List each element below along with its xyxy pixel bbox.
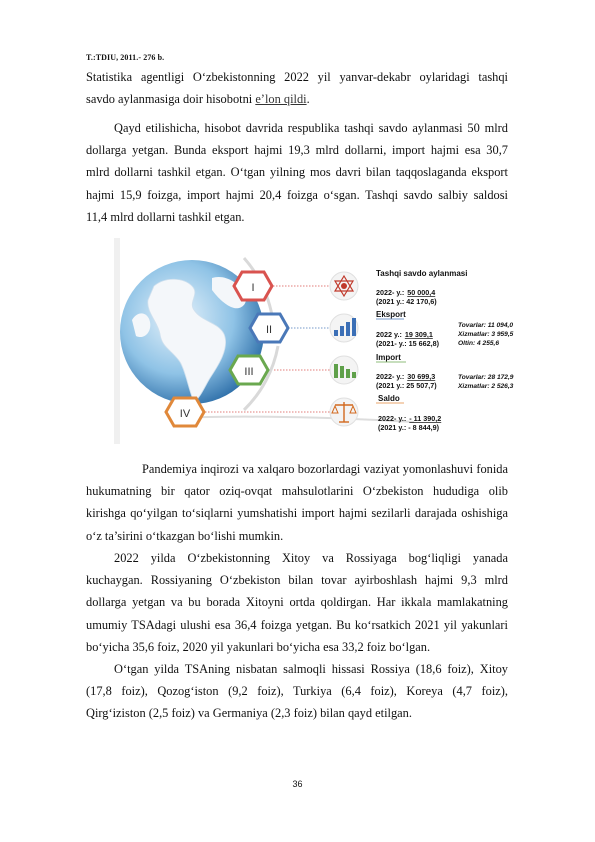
section-year-label: 2022- y.: [376,288,405,297]
export-bars-icon [330,314,358,342]
section-title: Tashqi savdo aylanmasi [376,269,468,278]
roman-badge-i [234,272,272,300]
text-fragment: . [306,92,310,107]
page-number: 36 [292,779,303,789]
text-fragment: savdo aylanmasiga doir hisobotni [86,92,256,107]
text-line: umumiy TSAdagi ulushi esa 36,4 foizga yetgan. Bu ko‘rsatkich 2021 yil yakunlari [86,617,508,632]
text-line: dollarga yetgan va bu borada Xitoyni ortda qoldirgan. Har ikkala mamlakatning [86,595,508,610]
text-line: O‘tgan yilda TSAning nisbatan salmoqli hissasi Rossiya (18,6 foiz), Xitoy [114,662,508,676]
text-line: kuchaygan. Rossiyaning O‘zbekiston bilan tovar ayirboshlash hajmi 9,3 mlrd [86,573,508,588]
section-note: Tovarlar: 28 172,9 [458,374,514,381]
roman-badge-iv [166,398,204,426]
citation-header: T.:TDIU, 2011.- 276 b. [86,53,165,62]
section-year-label: 2022- y.: [378,414,407,423]
svg-text:2022- y.:30 699,3 [376,372,435,381]
section-previous: (2021 y.: - 8 844,9) [378,423,439,432]
section-previous: (2021- y.: 15 662,8) [376,339,439,348]
section-year-label: 2022- y.: [376,372,405,381]
text-line: hajmi 15,9 foizga, import hajmi 20,4 foizga o‘sgan. Tashqi savdo salbiy saldosi [86,187,508,202]
section-previous: (2021 y.: 25 507,7) [376,381,437,390]
paragraph-pandemic [86,458,508,547]
section-title: Saldo [378,394,400,403]
paragraph-china-russia [86,547,508,658]
section-value: 30 699,3 [407,372,436,381]
section-title: Eksport [376,310,406,319]
text-line: Pandemiya inqirozi va xalqaro bozorlardagi vaziyat yomonlashuvi fonida [142,462,508,476]
roman-badge-iii [230,356,268,384]
text-line: dollarga yetgan. Bunda eksport hajmi 19,3 mlrd dollarni, import hajmi esa 30,7 [86,143,508,158]
roman-label: III [244,366,254,378]
import-bars-icon [330,356,358,384]
trade-infographic [114,238,514,444]
section-year-label: 2022 y.: [376,330,402,339]
svg-text:2022 y.:19 309,1 [376,330,433,339]
paragraph-trade-summary [86,117,508,228]
announced-link[interactable]: e’lon qildi [255,92,307,107]
text-line: 2022 yilda O‘zbekistonning Xitoy va Rossiyaga bog‘liqligi yanada [114,551,508,565]
trade-network-icon [330,272,358,300]
section-title: Import [376,353,401,362]
svg-text:2022- y.:- 11 390,2 [378,414,441,423]
roman-label: I [251,282,255,294]
text-line: mlrd dollarni tashkil etgan. O‘tgan yilning mos davri bilan taqqoslaganda eksport [86,165,508,180]
text-line: o‘z ta’sirini o‘tkazgan bo‘lishi mumkin. [86,528,284,543]
section-note: Tovarlar: 11 094,0 [458,322,513,329]
text-line: bo‘yicha 35,6 foiz, 2020 yil yakunlari bo‘yicha esa 33,2 foiz bo‘lgan. [86,639,431,654]
section-note: Xizmatlar: 3 959,5 [458,331,514,338]
section-value: 50 000,4 [407,288,436,297]
text-line: Qayd etilishicha, hisobot davrida respublika tashqi savdo aylanmasi 50 mlrd [114,121,508,135]
section-note: Xizmatlar: 2 526,3 [458,383,514,390]
text-line [86,88,508,110]
section-note: Oltin: 4 255,6 [458,340,500,347]
paragraph-partners [86,658,508,725]
scales-icon [330,398,358,426]
roman-label: IV [179,408,191,420]
roman-label: II [265,324,273,336]
text-line: 11,4 mlrd dollarni tashkil etgan. [86,209,245,224]
svg-text:2022- y.:50 000,4 [376,288,435,297]
section-value: 19 309,1 [404,330,433,339]
paragraph-intro [86,66,508,110]
text-line: kirishga qo‘yilgan to‘siqlarni yumshatishi import hajmi sezilarli darajada oshishiga [86,506,508,521]
text-line: Statistika agentligi O‘zbekistonning 2022 yil yanvar-dekabr oylaridagi tashqi [86,70,508,84]
text-line: hukumatning bir qator oziq-ovqat mahsulotlarini O‘zbekiston hududiga olib [86,484,508,499]
roman-badge-ii [250,314,288,342]
text-line: (17,8 foiz), Qozog‘iston (9,2 foiz), Turkiya (6,4 foiz), Koreya (4,7 foiz), [86,684,508,699]
section-value: - 11 390,2 [409,414,442,423]
section-previous: (2021 y.: 42 170,6) [376,297,437,306]
text-line: Qirg‘iziston (2,5 foiz) va Germaniya (2,3 foiz) bilan qayd etilgan. [86,706,412,721]
